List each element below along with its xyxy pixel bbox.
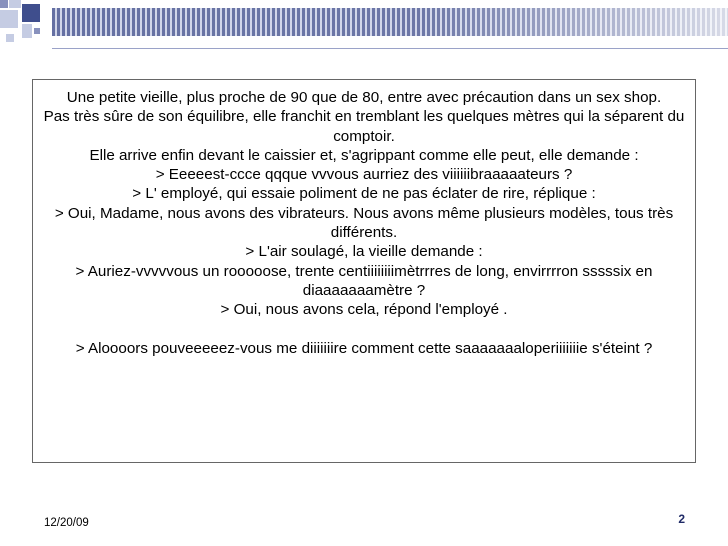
paragraph: > Oui, nous avons cela, répond l'employé . — [220, 301, 508, 319]
paragraph: > Aloooors pouveeeeez-vous me diiiiiiire comment cette saaaaaaaloperiiiiiiie s'éteint ? — [75, 339, 653, 357]
decor-square — [0, 10, 18, 28]
paragraph: Elle arrive enfin devant le caissier et, s'agrippant comme elle peut, elle demande : — [89, 146, 639, 164]
paragraph: > Eeeeest-ccce qqque vvvous aurriez des viiiiiibraaaaateurs ? — [155, 166, 573, 184]
slide-text-box — [32, 79, 696, 463]
decor-square — [22, 24, 32, 38]
header-divider — [52, 48, 728, 49]
paragraph: > Auriez-vvvvvous un rooooose, trente centiiiiiiiimètrrres de long, envirrrron sssssix en diaaaaaaamètre ? — [75, 262, 653, 299]
blank-line — [37, 320, 691, 339]
paragraph: > Oui, Madame, nous avons des vibrateurs. Nous avons même plusieurs modèles, tous très différents. — [54, 204, 674, 242]
paragraph: > L' employé, qui essaie poliment de ne pas éclater de rire, réplique : — [132, 185, 596, 203]
slide-date: 12/20/09 — [44, 517, 89, 529]
paragraph: > L'air soulagé, la vieille demande : — [245, 243, 483, 261]
decor-square — [9, 0, 21, 8]
decor-square — [0, 0, 8, 8]
decor-square — [6, 34, 14, 42]
paragraph: Une petite vieille, plus proche de 90 que de 80, entre avec précaution dans un sex shop. — [66, 89, 662, 106]
header-stripe-bar — [52, 8, 728, 36]
paragraph: Pas très sûre de son équilibre, elle franchit en tremblant les quelques mètres qui la séparent du comptoir. — [43, 108, 685, 145]
decor-square — [34, 28, 40, 34]
decor-square — [22, 4, 40, 22]
page-number: 2 — [678, 512, 685, 526]
